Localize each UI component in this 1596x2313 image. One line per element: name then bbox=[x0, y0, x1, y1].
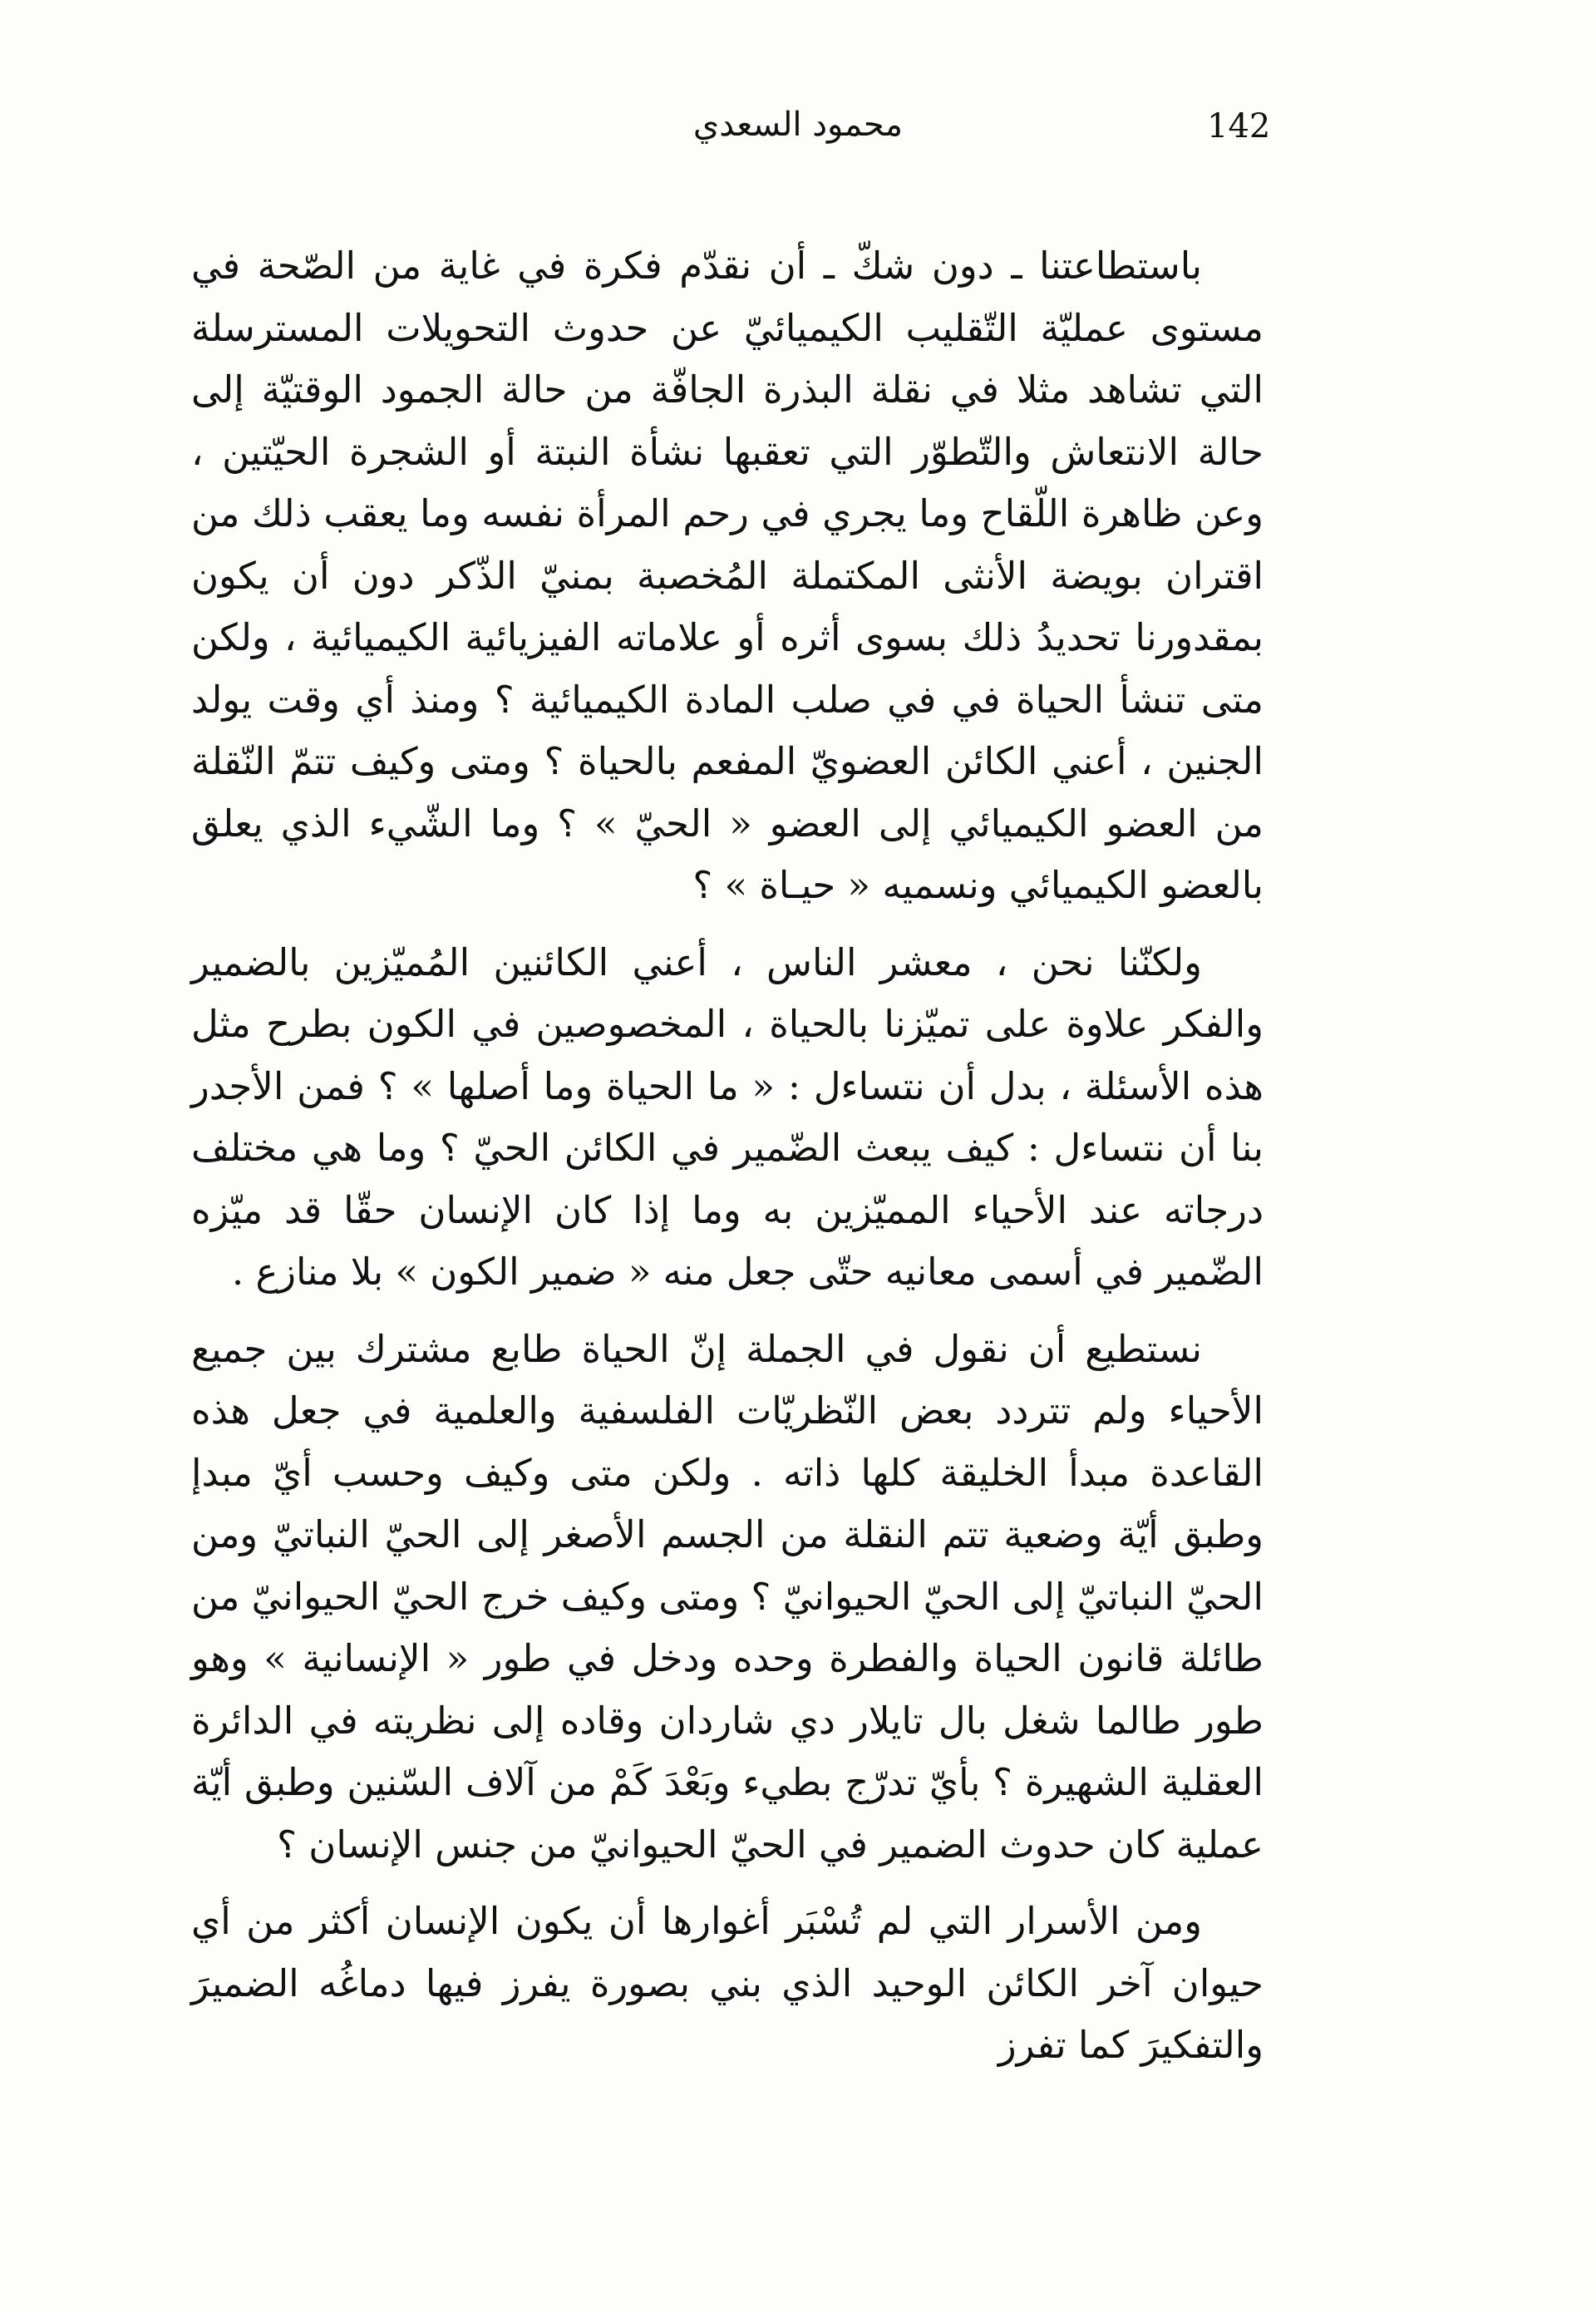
body-text bbox=[191, 235, 1264, 2077]
running-header bbox=[0, 100, 1596, 166]
author-name: محمود السعدي bbox=[692, 106, 904, 144]
paragraph: ولكنّنا نحن ، معشر الناس ، أعني الكائنين المُميّزين بالضمير والفكر علاوة على تميّزنا بالحياة ، المخصوصين في الكون بطرح مثل هذه الأسئلة ، بدل أن نتساءل : « ما الحياة وما أصلها » ؟ فمن الأجدر بنا أن نتساءل : كيف يبعث الضّمير في الكائن الحيّ ؟ وما هي مختلف درجاته عند الأحياء المميّزين به وما إذا كان الإنسان حقّا قد ميّزه الضّمير في أسمى معانيه حتّى جعل منه « ضمير الكون » بلا منازع . bbox=[191, 940, 1264, 1294]
paragraph: باستطاعتنا ـ دون شكّ ـ أن نقدّم فكرة في غاية من الصّحة في مستوى عمليّة التّقليب الكيميائيّ عن حدوث التحويلات المسترسلة التي تشاهد مثلا في نقلة البذرة الجافّة من حالة الجمود الوقتيّة إلى حالة الانتعاش والتّطوّر التي تعقبها نشأة النبتة أو الشجرة الحيّتين ، وعن ظاهرة اللّقاح وما يجري في رحم المرأة نفسه وما يعقب ذلك من اقتران بويضة الأنثى المكتملة المُخصبة بمنيّ الذّكر دون أن يكون بمقدورنا تحديدُ ذلك بسوى أثره أو علاماته الفيزيائية الكيميائية ، ولكن متى تنشأ الحياة في في صلب المادة الكيميائية ؟ ومنذ أي وقت يولد الجنين ، أعني الكائن العضويّ المفعم بالحياة ؟ ومتى وكيف تتمّ النّقلة من العضو الكيميائي إلى العضو « الحيّ » ؟ وما الشّيء الذي يعلق بالعضو الكيميائي ونسميه « حيـاة » ؟ bbox=[191, 244, 1264, 907]
paragraph: ومن الأسرار التي لم تُسْبَر أغوارها أن يكون الإنسان أكثر من أي حيوان آخر الكائن الوحيد الذي بني بصورة يفرز فيها دماغُه الضميرَ والتفكيرَ كما تفرز bbox=[191, 1899, 1264, 2067]
page-number: 142 bbox=[1207, 107, 1271, 145]
paragraph: نستطيع أن نقول في الجملة إنّ الحياة طابع مشترك بين جميع الأحياء ولم تتردد بعض النّظريّات الفلسفية والعلمية في جعل هذه القاعدة مبدأ الخليقة كلها ذاته . ولكن متى وكيف وحسب أيّ مبدإ وطبق أيّة وضعية تتم النقلة من الجسم الأصغر إلى الحيّ النباتيّ ومن الحيّ النباتيّ إلى الحيّ الحيوانيّ ؟ ومتى وكيف خرج الحيّ الحيوانيّ من طائلة قانون الحياة والفطرة وحده ودخل في طور « الإنسانية » وهو طور طالما شغل بال تايلار دي شاردان وقاده إلى نظريته في الدائرة العقلية الشهيرة ؟ بأيّ تدرّج بطيء وبَعْدَ كَمْ من آلاف السّنين وطبق أيّة عملية كان حدوث الضمير في الحيّ الحيوانيّ من جنس الإنسان ؟ bbox=[191, 1326, 1264, 1867]
